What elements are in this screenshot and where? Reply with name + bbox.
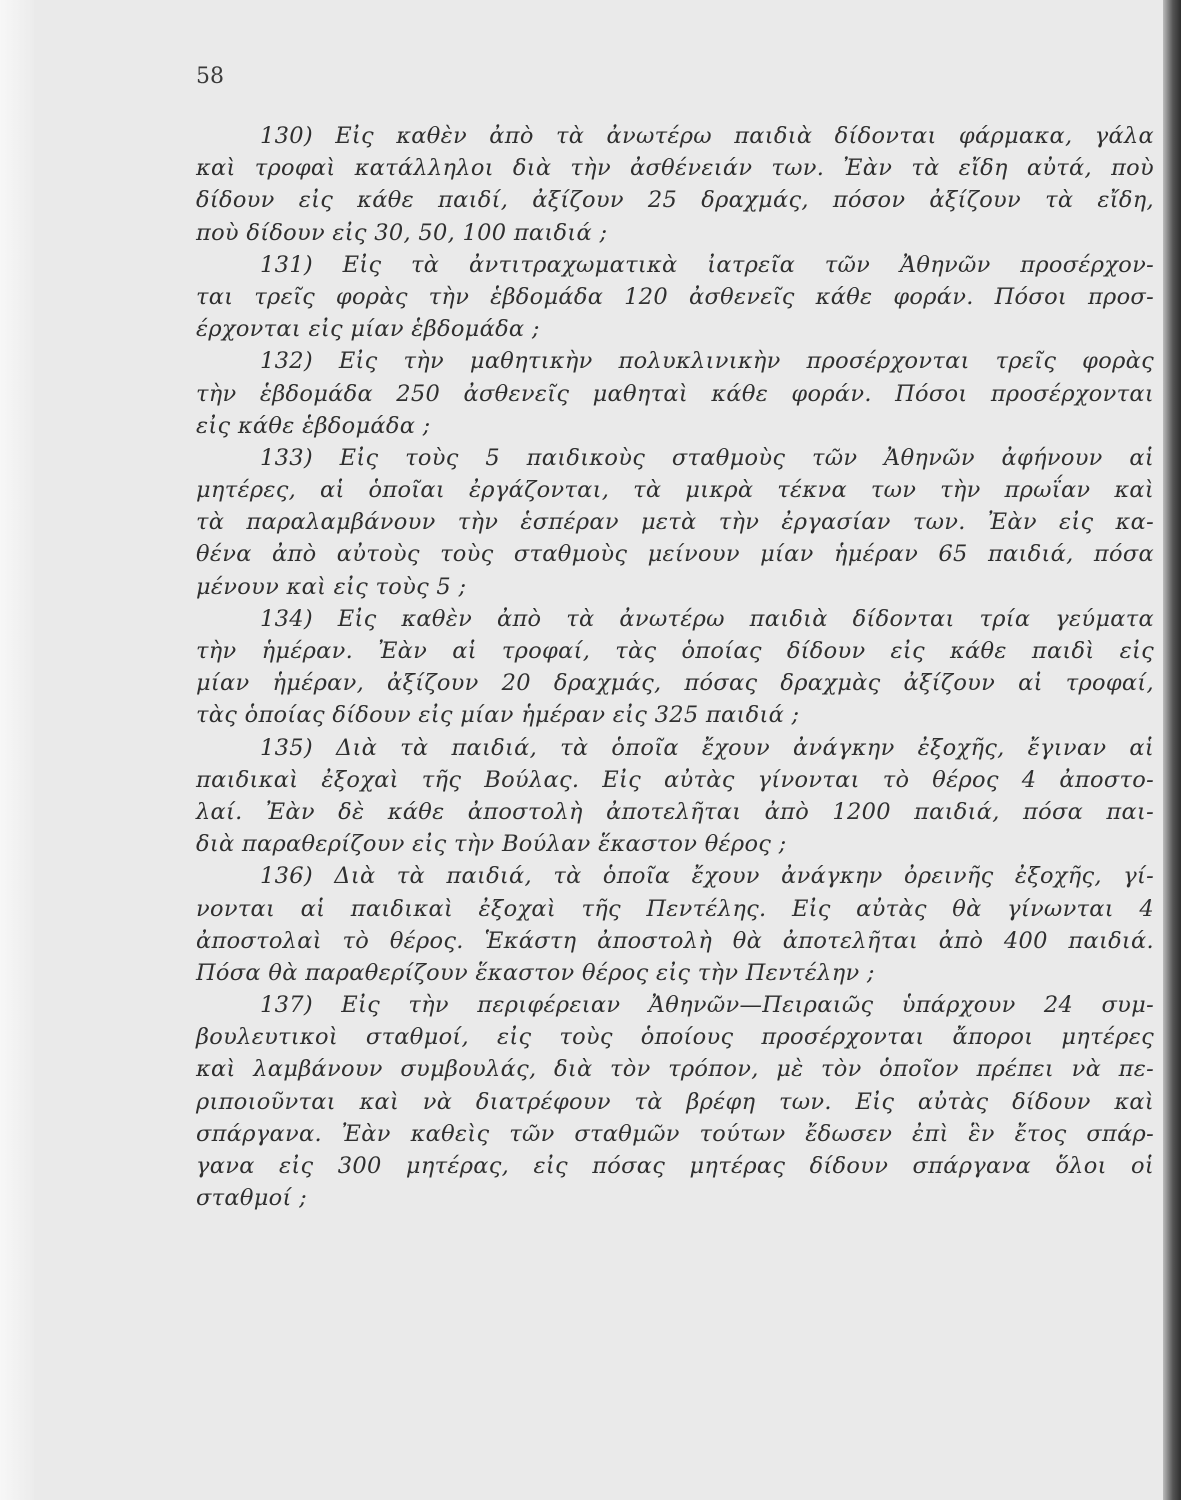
text-line: τὰ παραλαμβάνουν τὴν ἑσπέραν μετὰ τὴν ἐργασίαν των. Ἐὰν εἰς κα- xyxy=(196,509,1154,536)
text-line: νονται αἱ παιδικαὶ ἐξοχαὶ τῆς Πεντέλης. Εἰς αὐτὰς θὰ γίνωνται 4 xyxy=(196,895,1154,922)
text-line: τὰς ὁποίας δίδουν εἰς μίαν ἡμέραν εἰς 325 παιδιά ; xyxy=(196,702,800,729)
problem-paragraph xyxy=(196,120,1154,249)
problem-paragraph xyxy=(196,989,1154,1214)
text-line: τὴν ἑβδομάδα 250 ἀσθενεῖς μαθηταὶ κάθε φοράν. Πόσοι προσέρχονται xyxy=(196,380,1154,407)
problem-paragraph xyxy=(196,345,1154,442)
problem-paragraph xyxy=(196,249,1154,346)
text-line: καὶ λαμβάνουν συμβουλάς, διὰ τὸν τρόπον, μὲ τὸν ὁποῖον πρέπει νὰ πε- xyxy=(196,1056,1154,1083)
text-line: μένουν καὶ εἰς τοὺς 5 ; xyxy=(196,573,467,600)
text-line: 135) Διὰ τὰ παιδιά, τὰ ὁποῖα ἔχουν ἀνάγκην ἐξοχῆς, ἔγιναν αἱ xyxy=(260,734,1154,761)
text-line: σπάργανα. Ἐὰν καθεὶς τῶν σταθμῶν τούτων ἔδωσεν ἐπὶ ἓν ἔτος σπάρ- xyxy=(196,1120,1154,1147)
problems-text-block xyxy=(196,120,1154,1214)
text-line: σταθμοί ; xyxy=(196,1185,307,1212)
text-line: παιδικαὶ ἐξοχαὶ τῆς Βούλας. Εἰς αὐτὰς γίνονται τὸ θέρος 4 ἀποστο- xyxy=(196,766,1154,793)
page-left-margin xyxy=(0,0,34,1500)
text-line: 130) Εἰς καθὲν ἀπὸ τὰ ἀνωτέρω παιδιὰ δίδονται φάρμακα, γάλα xyxy=(260,123,1154,149)
text-line: δίδουν εἰς κάθε παιδί, ἀξίζουν 25 δραχμάς, πόσον ἀξίζουν τὰ εἴδη, xyxy=(196,187,1154,214)
text-line: μητέρες, αἱ ὁποῖαι ἐργάζονται, τὰ μικρὰ τέκνα των τὴν πρωΐαν καὶ xyxy=(196,477,1154,504)
text-line: ποὺ δίδουν εἰς 30, 50, 100 παιδιά ; xyxy=(196,219,608,246)
text-line: τὴν ἡμέραν. Ἐὰν αἱ τροφαί, τὰς ὁποίας δίδουν εἰς κάθε παιδὶ εἰς xyxy=(196,638,1154,664)
text-line: θένα ἀπὸ αὐτοὺς τοὺς σταθμοὺς μείνουν μίαν ἡμέραν 65 παιδιά, πόσα xyxy=(196,541,1154,568)
text-line: έρχονται εἰς μίαν ἑβδομάδα ; xyxy=(196,316,540,343)
book-binding-edge xyxy=(1163,0,1181,1500)
problem-paragraph xyxy=(196,860,1154,989)
text-line: 136) Διὰ τὰ παιδιά, τὰ ὁποῖα ἔχουν ἀνάγκην ὀρεινῆς ἐξοχῆς, γί- xyxy=(260,863,1154,890)
text-line: Πόσα θὰ παραθερίζουν ἕκαστον θέρος εἰς τὴν Πεντέλην ; xyxy=(196,959,875,986)
problem-paragraph xyxy=(196,732,1154,861)
text-line: ἀποστολαὶ τὸ θέρος. Ἑκάστη ἀποστολὴ θὰ ἀποτελῆται ἀπὸ 400 παιδιά. xyxy=(196,927,1154,954)
text-line: 132) Εἰς τὴν μαθητικὴν πολυκλινικὴν προσέρχονται τρεῖς φορὰς xyxy=(260,348,1154,375)
text-line: 133) Εἰς τοὺς 5 παιδικοὺς σταθμοὺς τῶν Ἀθηνῶν ἀφήνουν αἱ xyxy=(260,444,1154,471)
page-number: 58 xyxy=(196,64,224,89)
text-line: εἰς κάθε ἑβδομάδα ; xyxy=(196,412,431,439)
text-line: βουλευτικοὶ σταθμοί, εἰς τοὺς ὁποίους προσέρχονται ἄποροι μητέρες xyxy=(196,1024,1154,1051)
text-line: 134) Εἰς καθὲν ἀπὸ τὰ ἀνωτέρω παιδιὰ δίδονται τρία γεύματα xyxy=(260,605,1154,632)
text-line: 131) Εἰς τὰ ἀντιτραχωματικὰ ἰατρεῖα τῶν Ἀθηνῶν προσέρχον- xyxy=(260,251,1154,278)
text-line: λαί. Ἐὰν δὲ κάθε ἀποστολὴ ἀποτελῆται ἀπὸ 1200 παιδιά, πόσα παι- xyxy=(196,798,1154,825)
text-line: μίαν ἡμέραν, ἀξίζουν 20 δραχμάς, πόσας δραχμὰς ἀξίζουν αἱ τροφαί, xyxy=(196,670,1154,697)
text-line: ριποιοῦνται καὶ νὰ διατρέφουν τὰ βρέφη των. Εἰς αὐτὰς δίδουν καὶ xyxy=(196,1088,1154,1115)
text-line: διὰ παραθερίζουν εἰς τὴν Βούλαν ἕκαστον θέρος ; xyxy=(196,831,787,858)
text-line: ται τρεῖς φορὰς τὴν ἑβδομάδα 120 ἀσθενεῖς κάθε φοράν. Πόσοι προσ- xyxy=(196,283,1154,310)
problem-paragraph xyxy=(196,442,1154,603)
text-line: καὶ τροφαὶ κατάλληλοι διὰ τὴν ἀσθένειάν των. Ἐὰν τὰ εἴδη αὐτά, ποὺ xyxy=(196,155,1154,182)
text-line: γανα εἰς 300 μητέρας, εἰς πόσας μητέρας δίδουν σπάργανα ὅλοι οἱ xyxy=(196,1153,1154,1179)
text-line: 137) Εἰς τὴν περιφέρειαν Ἀθηνῶν—Πειραιῶς ὑπάρχουν 24 συμ- xyxy=(260,992,1154,1019)
problem-paragraph xyxy=(196,603,1154,732)
